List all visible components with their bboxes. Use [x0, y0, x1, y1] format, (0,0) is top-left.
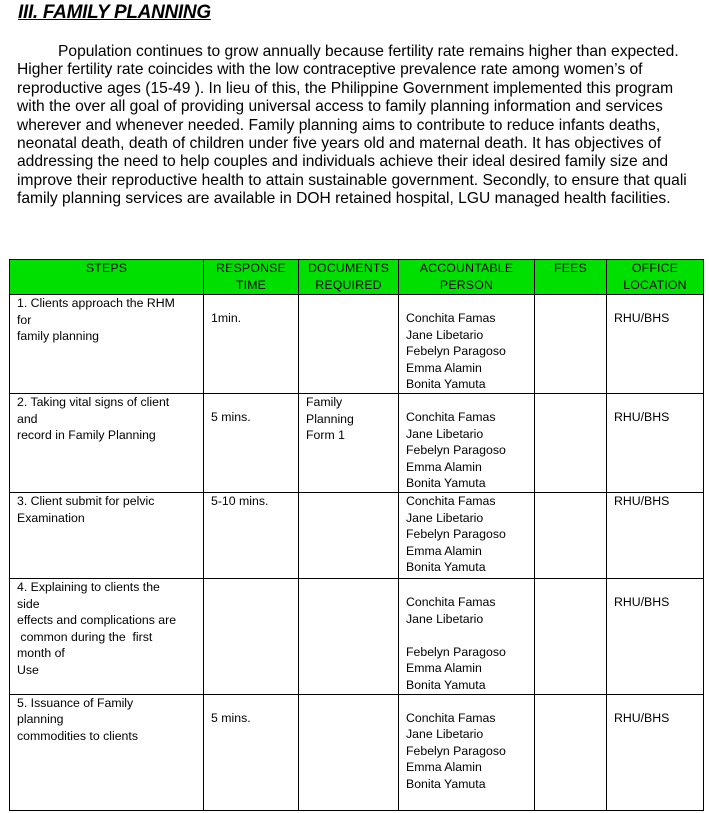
- table-row: [10, 579, 704, 695]
- intro-line: Higher fertility rate coincides with the low contraceptive prevalence rate among women’s of: [17, 61, 643, 79]
- cell-accountable-person: Conchita Famas Jane Libetario Febelyn Paragoso Emma Alamin Bonita Yamuta: [399, 295, 535, 394]
- intro-line: addressing the need to help couples and individuals achieve their ideal desired family size and: [17, 153, 669, 171]
- cell-documents: [299, 295, 399, 394]
- intro-paragraph: [17, 43, 709, 209]
- table-row: [10, 694, 704, 810]
- intro-line: with the over all goal of providing universal access to family planning information and services: [17, 98, 663, 116]
- cell-office-location: RHU/BHS: [607, 579, 704, 695]
- cell-accountable-person: Conchita Famas Jane Libetario Febelyn Paragoso Emma Alamin Bonita Yamuta: [399, 394, 535, 493]
- cell-accountable-person: Conchita Famas Jane Libetario Febelyn Paragoso Emma Alamin Bonita Yamuta: [399, 493, 535, 579]
- intro-line: Population continues to grow annually because fertility rate remains higher than expected.: [58, 43, 679, 60]
- cell-documents: [299, 493, 399, 579]
- cell-fees: [535, 394, 607, 493]
- table-row: [10, 394, 704, 493]
- cell-office-location: RHU/BHS: [607, 694, 704, 810]
- table-row: [10, 493, 704, 579]
- cell-steps: 5. Issuance of Family planning commodities to clients: [10, 694, 204, 810]
- cell-fees: [535, 295, 607, 394]
- cell-accountable-person: Conchita Famas Jane Libetario Febelyn Paragoso Emma Alamin Bonita Yamuta: [399, 579, 535, 695]
- cell-documents: [299, 579, 399, 695]
- header-accountable-person: ACCOUNTABLE PERSON: [399, 260, 535, 295]
- intro-line: neonatal death, death of children under five years old and maternal death. It has objectives of: [17, 135, 662, 153]
- section-title: III. FAMILY PLANNING: [18, 2, 211, 23]
- cell-response-time: 5 mins.: [204, 394, 299, 493]
- cell-response-time: 5-10 mins.: [204, 493, 299, 579]
- cell-office-location: RHU/BHS: [607, 493, 704, 579]
- intro-line: reproductive ages (15-49 ). In lieu of this, the Philippine Government implemented this program: [17, 79, 674, 97]
- cell-fees: [535, 579, 607, 695]
- cell-accountable-person: Conchita Famas Jane Libetario Febelyn Paragoso Emma Alamin Bonita Yamuta: [399, 694, 535, 810]
- citizen-charter-table: [9, 259, 704, 811]
- cell-documents: [299, 694, 399, 810]
- cell-response-time: [204, 579, 299, 695]
- cell-documents: Family Planning Form 1: [299, 394, 399, 493]
- cell-fees: [535, 694, 607, 810]
- cell-fees: [535, 493, 607, 579]
- intro-line: wherever and whenever needed. Family planning aims to contribute to reduce infants deaths,: [17, 116, 661, 134]
- cell-response-time: 5 mins.: [204, 694, 299, 810]
- intro-line: improve their reproductive health to attain sustainable government. Secondly, to ensure that quali: [17, 171, 687, 189]
- header-documents-required: DOCUMENTS REQUIRED: [299, 260, 399, 295]
- table-row: [10, 295, 704, 394]
- cell-office-location: RHU/BHS: [607, 295, 704, 394]
- cell-steps: 4. Explaining to clients the side effects and complications are common during the first month of Use: [10, 579, 204, 695]
- table-header-row: [10, 260, 704, 295]
- header-response-time: RESPONSE TIME: [204, 260, 299, 295]
- cell-steps: 3. Client submit for pelvic Examination: [10, 493, 204, 579]
- cell-steps: 1. Clients approach the RHM for family planning: [10, 295, 204, 394]
- header-fees: FEES: [535, 260, 607, 295]
- cell-steps: 2. Taking vital signs of client and record in Family Planning: [10, 394, 204, 493]
- cell-response-time: 1min.: [204, 295, 299, 394]
- header-office-location: OFFICE LOCATION: [607, 260, 704, 295]
- cell-office-location: RHU/BHS: [607, 394, 704, 493]
- intro-line: family planning services are available in DOH retained hospital, LGU managed health facilities.: [17, 190, 671, 208]
- header-steps: STEPS: [10, 260, 204, 295]
